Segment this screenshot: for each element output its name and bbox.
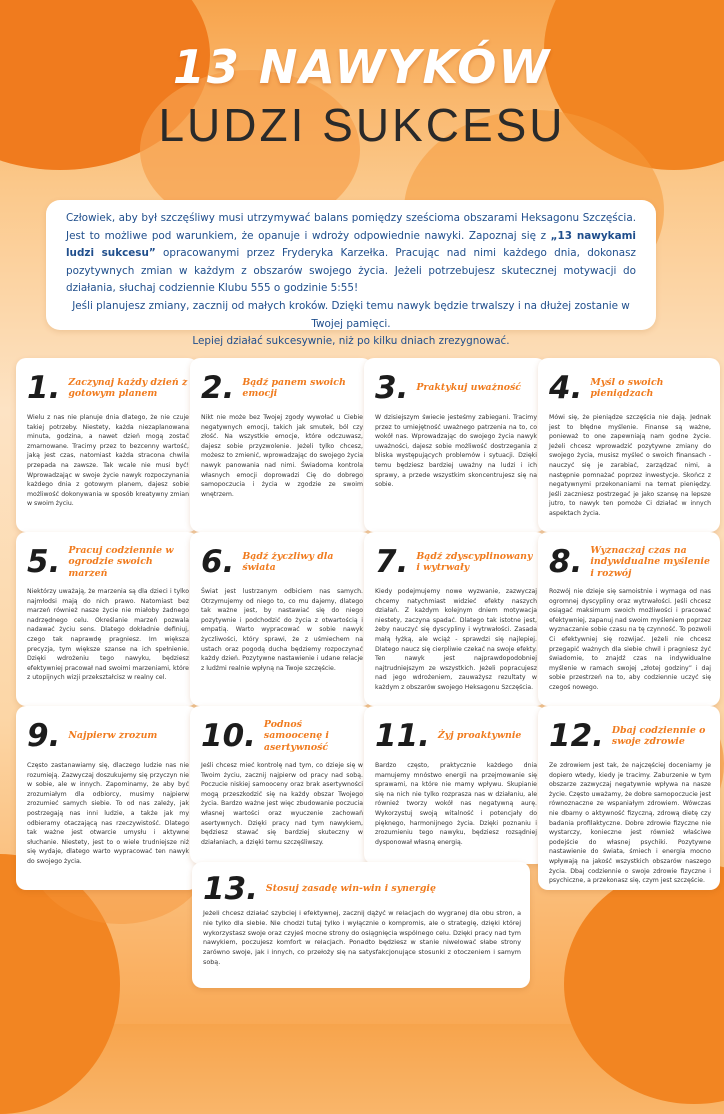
- habit-number: 7.: [375, 544, 409, 580]
- habit-title: Myśl o swoich pieniądzach: [590, 376, 664, 399]
- intro-text-1: Człowiek, aby był szczęśliwy musi utrzymywać balans pomiędzy sześcioma obszarami Heksagonu Szczęścia. Jest to możliwe pod warunkiem, że opanuje i wdroży odpowiednie nawyki. Zapoznaj się z: [66, 212, 636, 242]
- habit-body: Bardzo często, praktycznie każdego dnia mamujemy mnóstwo energii na przejmowanie się sprawami, na które nie mamy wpływu. Skupianie się na nich nie tylko rozprasza nas w działaniu, ale również tworzy wokół nas negatywną aurę. Wykorzystuj swoją witalność i potencjały do pięknego, harmonijnego życia. Dzięki poznaniu i zrozumieniu tego nawyku, będziesz rozsądniej dysponował własną energią.: [375, 762, 537, 846]
- habit-title: Zaczynaj każdy dzień z gotowym planem: [68, 376, 188, 399]
- habit-card-12: [538, 706, 720, 890]
- habit-card-13: [192, 862, 530, 988]
- habit-body: W dzisiejszym świecie jesteśmy zabiegani. Tracimy przez to umiejętność uważnego patrzenia na to, co wokół nas. Wprowadzając do swojego życia nawyk uważności, dajesz sobie możliwość dostrzegania z bliska występujących problemów i sytuacji. Dzięki temu będziesz bardziej uważny na ludzi i ich sprawy, a przede wszystkim skoncentrujesz się na sobie.: [375, 414, 537, 489]
- habit-title: Bądź panem swoich emocji: [242, 376, 346, 399]
- habit-title: Bądź zdyscyplinowany i wytrwały: [416, 550, 533, 573]
- habit-body: Często zastanawiamy się, dlaczego ludzie nas nie rozumieją. Zazwyczaj doszukujemy się przyczyn nie w sobie, ale w innych. Zapominamy, że aby być zrozumiałym dla odbiorcy, musimy najpierw zrozumieć samych siebie. To od nas zależy, jak postrzegają nas inni ludzie, a także jak my odbieramy otaczającą nas rzeczywistość. Dlatego tak ważne jest otwarcie umysłu i aktywne słuchanie. Niestety, jest to o wiele trudniejsze niż się wydaje, dlatego warto wypracować ten nawyk do swojego życia.: [27, 762, 189, 865]
- intro-line-3: Lepiej działać sukcesywnie, niż po kilku dniach zrezygnować.: [192, 335, 510, 348]
- habit-title: Praktykuj uważność: [416, 382, 522, 394]
- habit-title: Bądź życzliwy dla świata: [242, 550, 334, 573]
- habit-body: Mówi się, że pieniądze szczęścia nie dają. Jednak jest to błędne myślenie. Finanse są ważne, ponieważ to one zapewniają nam godne życie. Jeżeli chcesz wprowadzić pozytywne zmiany do swojego życia, musisz myśleć o swoich finansach - nauczyć się je zarabiać, zarządzać nimi, a następnie pomnażać poprzez inwestycje. Skończ z negatywnymi przekonaniami na temat pieniędzy. Jeśli zaczniesz postrzegać je jako szansę na lepsze jutro, to nawyk ten pomoże Ci działać w innych aspektach życia.: [549, 414, 711, 517]
- habit-title: Wyznaczaj czas na indywidualne myślenie i rozwój: [590, 544, 710, 579]
- habit-number: 12.: [549, 718, 604, 754]
- habit-body: Jeżeli chcesz działać szybciej i efektywnej, zacznij dążyć w relacjach do wygranej dla obu stron, a nie tylko dla siebie. Nie chodzi tutaj tylko i wyłącznie o kompromis, ale o strategię, dzięki której wykorzystasz swoje oraz czyjeś mocne strony do osiągnięcia wspólnego celu. Dzięki pracy nad tym nawykiem, poczujesz komfort w relacjach. Ponadto będziesz w stanie niwelować słabe strony zarówno swoje, jak i innych, co przełoży się na satysfakcjonujące stosunki z otoczeniem i samym sobą.: [203, 909, 521, 966]
- habit-number: 13.: [203, 871, 258, 907]
- intro-line-2: Jeśli planujesz zmiany, zacznij od małych kroków. Dzięki temu nawyk będzie trwalszy i na dłużej zostanie w Twojej pamięci.: [72, 299, 630, 330]
- title-line-2: LUDZI SUKCESU: [158, 99, 566, 151]
- habit-card-9: [16, 706, 198, 890]
- habit-body: Jeśli chcesz mieć kontrolę nad tym, co dzieje się w Twoim życiu, zacznij najpierw od pracy nad sobą. Poczucie niskiej samooceny oraz brak asertywności mogą przeszkodzić się na każdy obszar Twojego życia. Bardzo ważne jest więc zbudowanie poczucia własnej wartości oraz wyuczenie zachowań asertywnych. Dzięki pracy nad tym nawykiem, będziesz stawać się bardziej skuteczny w działaniach, a dzięki temu szczęśliwszy.: [201, 762, 363, 846]
- habit-card-6: [190, 532, 372, 706]
- habit-number: 10.: [201, 718, 256, 754]
- habit-number: 1.: [27, 370, 61, 406]
- habit-body: Kiedy podejmujemy nowe wyzwanie, zazwyczaj chcemy natychmiast widzieć efekty naszych działań. Z każdym kolejnym dniem motywacja niestety, zaczyna spadać. Dlatego tak istotne jest, żeby nauczyć się dyscypliny i wytrwałości. Zasada małą łyżką, ale wciąż - sprawdzi się najlepiej. Dlatego naucz się cierpliwie czekać na swoje efekty. Ten nawyk jest najprawdopodobniej najtrudniejszym ze wszystkich. Jeżeli popracujesz nad jego wdrożeniem, zauważysz rezultaty w każdym z obszarów swojego Heksagonu Szczęścia.: [375, 588, 537, 691]
- habit-title: Najpierw zrozum: [68, 730, 158, 742]
- intro-paragraph: [66, 210, 636, 298]
- habit-title: Podnoś samoocenę i asertywność: [263, 718, 329, 753]
- intro-text-2: opracowanymi przez Fryderyka Karzełka. Pracując nad nimi każdego dnia, dokonasz pozytywnych zmian w każdym z obszarów swojego życia. Jeżeli potrzebujesz skutecznej motywacji do działania, słuchaj codziennie Klubu 555 o godzinie 5:55!: [66, 247, 636, 295]
- habit-card-10: [190, 706, 372, 864]
- title-line-1: 13 NAWYKÓW: [172, 40, 552, 94]
- habit-card-2: [190, 358, 372, 532]
- habit-number: 11.: [375, 718, 430, 754]
- habit-body: Rozwój nie dzieje się samoistnie i wymaga od nas ogromnej dyscypliny oraz wytrwałości. Jeśli chcesz osiągać maksimum swoich możliwości i pracować efektywniej, zapanuj nad swoim myśleniem poprzez wyznaczanie sobie czasu na tę czynność. To pozwoli Ci efektywniej się rozwijać. Jeżeli nie chcesz przegapić ważnych dla siebie chwil i pragniesz żyć świadomie, to znajdź czas na indywidualne myślenie w ramach swojej „złotej godziny” i daj sobie przestrzeń na to, aby codziennie uczyć się czegoś nowego.: [549, 588, 711, 691]
- decor-blob: [564, 864, 724, 1104]
- habit-number: 5.: [27, 544, 61, 580]
- habit-number: 9.: [27, 718, 61, 754]
- habit-number: 3.: [375, 370, 409, 406]
- habit-card-5: [16, 532, 198, 706]
- habit-number: 2.: [201, 370, 235, 406]
- habit-title: Stosuj zasadę win-win i synergię: [265, 883, 436, 895]
- habit-body: Ze zdrowiem jest tak, że najczęściej doceniamy je dopiero wtedy, kiedy je tracimy. Zaburzenie w tym obszarze zazwyczaj negatywnie wpływa na nasze życie. Często uważamy, że dobre samopoczucie jest równoznaczne ze wspaniałym zdrowiem. Wówczas nie dbamy o aktywność fizyczną, zdrową dietę czy badania profilaktyczne. Dobre zdrowie fizyczne nie wystarczy, konieczne jest również właściwe podejście do własnej psychiki. Pozytywne nastawienie do świata, śmiech i energia mocno wpływają na jakość wszystkich obszarów naszego życia. Dbaj codziennie o swoje zdrowie fizyczne i psychiczne, a przekonasz się, czym jest szczęście.: [549, 762, 712, 885]
- habit-card-8: [538, 532, 720, 706]
- habit-card-3: [364, 358, 546, 532]
- habit-card-4: [538, 358, 720, 532]
- habit-card-1: [16, 358, 198, 532]
- habit-body: Nikt nie może bez Twojej zgody wywołać u Ciebie negatywnych emocji, takich jak smutek, ból czy złość. Na wszystkie emocje, które odczuwasz, dajesz sobie przyzwolenie. Jeżeli tylko chcesz, możesz to zmienić, wprowadzając do swojego życia nawyk panowania nad nimi. Świadoma kontrola własnych emocji doprowadzi Cię do dobrego samopoczucia i życia w zgodzie ze swoim wnętrzem.: [201, 414, 363, 498]
- habit-body: Wielu z nas nie planuje dnia dlatego, że nie czuje takiej potrzeby. Niestety, każda niezaplanowana minuta, godzina, a nawet dzień mogą zostać zmarnowane. Tracimy przez to bezcenny wartość, jaką jest czas, natomiast każda stracona chwila przepada na zawsze. Tak wcale nie musi być! Wprowadzając w swoje życie nawyk rozpoczynania każdego dnia z gotowym planem, dajesz sobie możliwość dokonywania w sposób kreatywny zmian w swoim życiu.: [27, 414, 189, 508]
- intro-box: [46, 200, 656, 348]
- habit-number: 6.: [201, 544, 235, 580]
- habit-number: 4.: [549, 370, 583, 406]
- habit-body: Świat jest lustrzanym odbiciem nas samych. Otrzymujemy od niego to, co mu dajemy, dlatego tak ważne jest, by nastawiać się do niego pozytywnie i podchodzić do życia z otwartością i empatią. Warto wypracować w sobie nawyk życzliwości, który sprawi, że z uśmiechem na ustach oraz pogodą ducha będziemy rozpoczynać każdy dzień. Pozytywne nastawienie i udane relacje z ludźmi realnie wpłyną na Twoje szczęście.: [201, 588, 363, 672]
- habit-card-7: [364, 532, 546, 706]
- intro-highlight: „13 nawykami ludzi sukcesu”: [66, 229, 636, 260]
- habit-title: Żyj proaktywnie: [437, 730, 522, 742]
- habit-card-11: [364, 706, 546, 864]
- habit-title: Dbaj codziennie o swoje zdrowie: [611, 724, 706, 747]
- habit-title: Pracuj codziennie w ogrodzie swoich marzeń: [68, 544, 174, 579]
- habit-number: 8.: [549, 544, 583, 580]
- habit-body: Niektórzy uważają, że marzenia są dla dzieci i tylko najmłodsi mają do nich prawo. Natomiast bez marzeń również nasze życie nie miałoby żadnego nadrzędnego celu. Określanie marzeń pozwala nadawać życiu sens. Dlatego dokładnie definiuj, czego tak naprawdę pragniesz. Im większa precyzja, tym większe szanse na ich spełnienie. Dzięki wdrożeniu tego nawyku, będziesz efektywniej pracował nad swoimi marzeniami, które z utopijnych wizji przekształcisz w realny cel.: [27, 588, 189, 682]
